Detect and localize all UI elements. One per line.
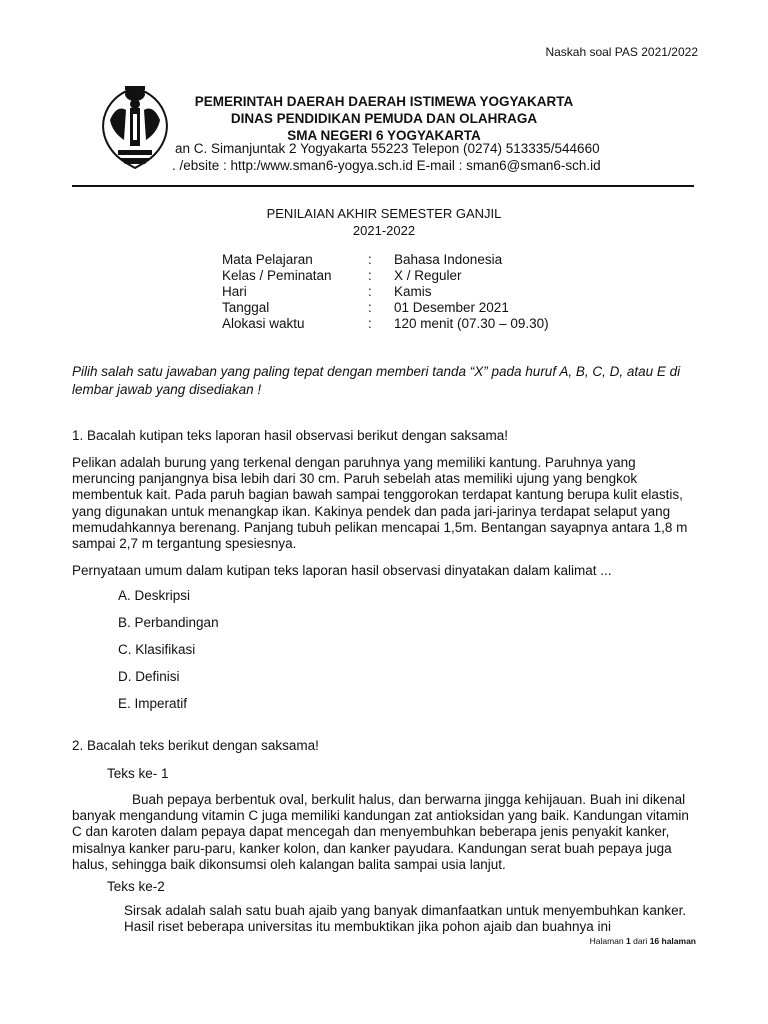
info-row-day <box>222 284 549 300</box>
page-footer <box>590 936 696 946</box>
option-c: C. Klasifikasi <box>118 642 196 657</box>
exam-year: 2021-2022 <box>352 223 416 238</box>
footer-middle: dari <box>633 936 648 946</box>
footer-page-number: 1 <box>626 936 631 946</box>
text-1-label: Teks ke- 1 <box>107 766 169 781</box>
info-key: Alokasi waktu <box>222 316 305 331</box>
info-colon: : <box>368 316 372 331</box>
header-divider <box>72 185 694 187</box>
instructions: Pilih salah satu jawaban yang paling tepat dengan memberi tanda “X” pada huruf A, B, C, D, atau E di lembar jawab yang disediakan ! <box>72 364 681 397</box>
info-value: Kamis <box>394 284 432 299</box>
header-web-email: . /ebsite : http:/www.sman6-yogya.sch.id E-mail : sman6@sman6-sch.id <box>172 158 601 173</box>
option-a: A. Deskripsi <box>118 588 191 603</box>
info-value: Bahasa Indonesia <box>394 252 503 267</box>
question-1-passage: Pelikan adalah burung yang terkenal dengan paruhnya yang memiliki kantung. Paruhnya yang meruncing panjangnya bisa lebih dari 30 cm. Paruh sebelah atas memiliki ujung yang bengkok membentuk kait. Pada paruh bagian bawah sampai tenggorokan terdapat kantung berupa kulit elastis, yang digunakan untuk menangkap ikan. Kakinya pendek dan pada jari-jarinya terdapat selaput yang memudahkannya berenang. Panjang tubuh pelikan mencapai 1,5m. Bentangan sayapnya antara 1,8 m sampai 2,7 m tergantung spesiesnya. <box>72 455 688 552</box>
question-1-prompt: 1. Bacalah kutipan teks laporan hasil observasi berikut dengan saksama! <box>72 428 509 443</box>
footer-prefix: Halaman <box>589 936 624 946</box>
info-row-date <box>222 300 549 316</box>
info-colon: : <box>368 300 372 315</box>
info-colon: : <box>368 268 372 283</box>
info-value: 01 Desember 2021 <box>394 300 509 315</box>
header-address: an C. Simanjuntak 2 Yogyakarta 55223 Telepon (0274) 513335/544660 <box>175 141 600 156</box>
info-row-duration <box>222 316 549 332</box>
info-key: Tanggal <box>222 300 270 315</box>
exam-title-block <box>0 205 768 239</box>
header-line-government: PEMERINTAH DAERAH DAERAH ISTIMEWA YOGYAKARTA <box>194 94 574 109</box>
question-1-stem: Pernyataan umum dalam kutipan teks laporan hasil observasi dinyatakan dalam kalimat ... <box>72 563 612 578</box>
info-key: Mata Pelajaran <box>222 252 313 267</box>
text-2-passage: Sirsak adalah salah satu buah ajaib yang banyak dimanfaatkan untuk menyembuhkan kanker. Hasil riset beberapa universitas itu membuktikan jika pohon ajaib dan buahnya ini <box>124 903 687 935</box>
option-d: D. Definisi <box>118 669 180 684</box>
header-line-department: DINAS PENDIDIKAN PEMUDA DAN OLAHRAGA <box>230 111 538 126</box>
info-value: 120 menit (07.30 – 09.30) <box>394 316 549 331</box>
question-2-prompt: 2. Bacalah teks berikut dengan saksama! <box>72 738 319 753</box>
info-row-subject <box>222 252 549 268</box>
footer-total-pages: 16 halaman <box>649 936 696 946</box>
exam-title: PENILAIAN AKHIR SEMESTER GANJIL <box>266 206 502 221</box>
info-key: Hari <box>222 284 247 299</box>
header-line-school: SMA NEGERI 6 YOGYAKARTA <box>287 128 481 143</box>
info-colon: : <box>368 252 372 267</box>
option-b: B. Perbandingan <box>118 615 219 630</box>
document-reference: Naskah soal PAS 2021/2022 <box>545 45 698 59</box>
text-2-label: Teks ke-2 <box>107 879 165 894</box>
option-e: E. Imperatif <box>118 696 188 711</box>
info-key: Kelas / Peminatan <box>222 268 332 283</box>
info-row-class <box>222 268 549 284</box>
info-colon: : <box>368 284 372 299</box>
exam-info-table <box>222 252 549 332</box>
text-1-passage: Buah pepaya berbentuk oval, berkulit halus, dan berwarna jingga kehijauan. Buah ini dikenal banyak mengandung vitamin C juga memiliki kandungan zat antioksidan yang baik. Kandungan vitamin C dan karoten dalam pepaya dapat mencegah dan menyembuhkan beberapa jenis penyakit kanker, misalnya kanker paru-paru, kanker kolon, dan kanker payudara. Kandungan serat buah pepaya juga halus, sehingga baik dikonsumsi oleh kalangan balita sampai usia lanjut. <box>72 792 689 872</box>
info-value: X / Reguler <box>394 268 462 283</box>
